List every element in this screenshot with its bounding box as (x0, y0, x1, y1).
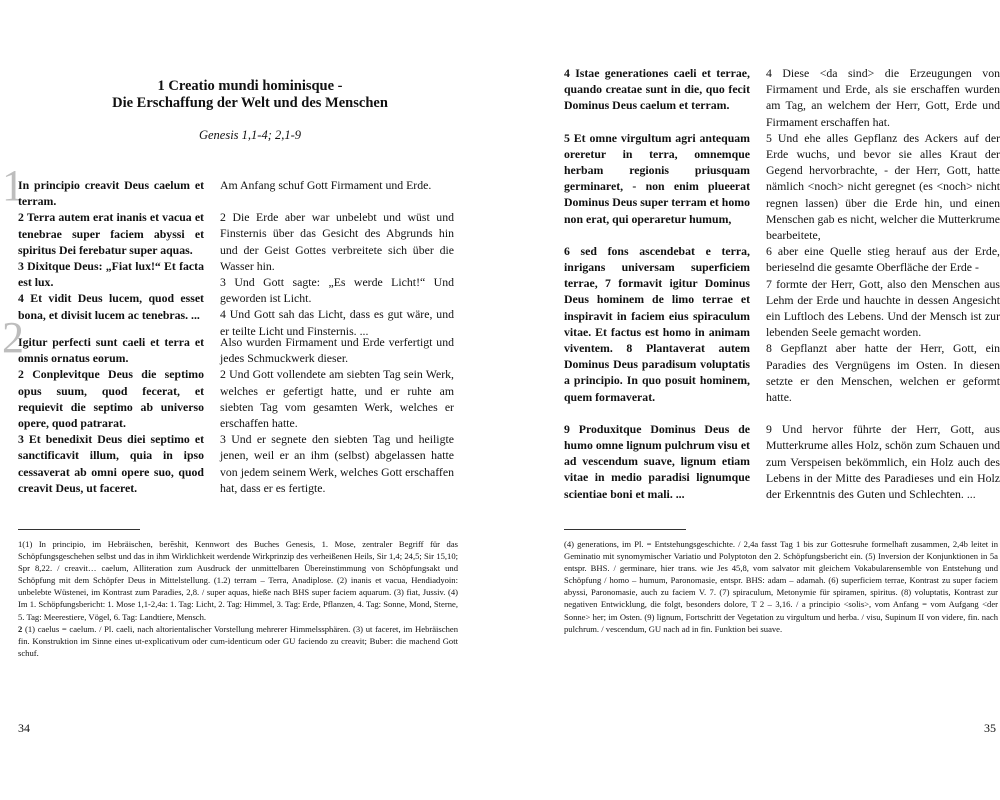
german-verse: 9 Und hervor führte der Herr, Gott, aus Mutterkrume alles Holz, schön zum Schauen und zum Verspeisen bekömmlich, ein Holz auch des Lebens in der Mitte des Paradieses und ein Holz der Erkenntnis des Guten und Schlechten. ... (766, 422, 1000, 502)
german-verse: 2 Die Erde aber war unbelebt und wüst und Finsternis über das Gesicht des Abgrunds hin und der Geist Gottes verbreitete sich über die Wasser hin. (220, 210, 454, 273)
latin-verse: 2 Conplevitque Deus die septimo opus suum, quod fecerat, et requievit die septimo ab universo opere, quod patrarat. (18, 367, 204, 431)
german-verse: 3 Und er segnete den siebten Tag und heiligte jenen, weil er an ihm (selbst) abgelassen hatte von jedem seinem Werk, welches Gott erschaffen hat, dass er es fertigte. (220, 432, 454, 495)
chapter-title (0, 78, 500, 112)
latin-text-block-1 (18, 177, 204, 323)
dropcap-section-1: 1 (2, 161, 24, 210)
german-text-block-2 (220, 334, 454, 496)
latin-verse: Igitur perfecti sunt caeli et terra et omnis ornatus eorum. (18, 335, 204, 366)
latin-text-block-2 (18, 334, 204, 496)
german-verse: 8 Gepflanzt aber hatte der Herr, Gott, ein Paradies des Vergnügens im Osten. In diesen setzte er den Menschen, welchen er geformt hatte. (766, 341, 1000, 405)
latin-verse: 6 sed fons ascendebat e terra, inrigans universam superficiem terrae, 7 formavit igitur Dominus Deus hominem de limo terrae et inspiravit in faciem eius spiraculum vitae. Et factus est homo in animam viventem. 8 Plantaverat autem Dominus Deus paradisum voluptatis a principio. In quo posuit hominem, quem formaverat. (564, 243, 750, 404)
bible-reference: Genesis 1,1-4; 2,1-9 (198, 128, 302, 142)
german-verse: 5 Und ehe alles Gepflanz des Ackers auf der Erde wuchs, und bevor sie alles Kraut der Gegend hervorbrachte, - der Herr, Gott, hatte nämlich <noch> nicht geregnet (es <noch> nicht regnen lassen) über die Erde hin, und einen Menschen gab es nicht, welcher die Mutterkrume bearbeitete, (766, 130, 1000, 243)
dropcap-section-2: 2 (2, 313, 24, 362)
footnote-2-text: (1) caelus = caelum. / Pl. caeli, nach altorientalischer Vorstellung mehrerer Himmelssphären. (3) ut faceret, im Hebräischen fin. Konstruktion im Sinne eines ut-explicativum oder cum-identicum oder GU faciendo zu creavit; Buber: die machend Gott schuf. (18, 623, 458, 658)
latin-verse: 3 Dixitque Deus: „Fiat lux!“ Et facta est lux. (18, 259, 204, 290)
title-german: Die Erschaffung der Welt und des Menschen (112, 95, 388, 111)
german-text-column (766, 65, 1000, 502)
page-number: 35 (984, 721, 996, 735)
title-latin: 1 Creatio mundi hominisque - (157, 78, 343, 94)
german-verse: 2 Und Gott vollendete am siebten Tag sein Werk, welches er gefertigt hatte, und er ruhte am siebten Tag vom gesamten Werk, welches er erschaffen hatte. (220, 367, 454, 431)
german-verse: 4 Und Gott sah das Licht, dass es gut wäre, und er teilte Licht und Finsternis. ... (220, 307, 454, 338)
latin-verse: 4 Istae generationes caeli et terrae, quando creatae sunt in die, quo fecit Dominus Deus caelum et terram. (564, 66, 750, 113)
german-verse: 7 formte der Herr, Gott, also den Menschen aus Lehm der Erde und hauchte in dessen Angesicht ein Luftloch des Lebens. Und der Mensch ist zur lebenden Seele gemacht worden. (766, 276, 1000, 340)
footnotes (564, 538, 998, 635)
footnote-text: (4) generations, im Pl. = Entstehungsgeschichte. / 2,4a fasst Tag 1 bis zur Gottesruhe formelhaft zusammen, 2,4b leitet in Geminatio mit synomymischer Variatio und Polyptoton den 2. Schöpfungsbericht ein. (5) Inversion der Konjunktionen in 5a entspr. BHS. / germinare, hier trans. wie Jes 45,8, vom salvator mit gleichem Vokabularensemble von Entstehung und Schöpfung / homo – humum, Paronomasie, entspr. BHS: adam – adamah. (6) superficiem terrae, Kontrast zu super faciem abyssi, Paronomasie, auch zu faciem V. 7. (7) spiraculum, Metonymie für spiramen, spiritus. (8) voluptatis, Kontrast zur negativen Entwicklung, die folgt, besonders dolore, T 2 – 3,16. / a principio <solis>, vom Anfang = vom Aufgang <der Sonne> her; im Osten. (9) lignum, Fortschritt der Vegetation zu virgultum und herba. / visu, Supinum II von videre, fin. nach pulchrum. / vescendum, GU nach ad in fin. Funktion bei suave. (564, 539, 998, 634)
german-verse: Am Anfang schuf Gott Firmament und Erde. (220, 178, 432, 192)
latin-verse: 5 Et omne virgultum agri antequam oreretur in terra, omnemque herbam regionis priusquam germinaret, - non enim plueerat Dominus Deus super terram et homo non erat, qui operaretur humum, (564, 130, 750, 226)
latin-text-column (564, 65, 750, 502)
german-verse: 3 Und Gott sagte: „Es werde Licht!“ Und geworden ist Licht. (220, 275, 454, 306)
latin-verse: 4 Et vidit Deus lucem, quod esset bona, et divisit lucem ac tenebras. ... (18, 291, 204, 322)
footnote-2 (18, 623, 458, 659)
footnotes (18, 538, 458, 659)
right-page (500, 0, 1000, 800)
footnote-divider (564, 529, 686, 530)
german-verse: 4 Diese <da sind> die Erzeugungen von Firmament und Erde, als sie erschaffen wurden am Tag, an welchem der Herr, Gott, Erde und Firmament erschaffen hat. (766, 66, 1000, 129)
footnote-divider (18, 529, 140, 530)
german-verse: 6 aber eine Quelle stieg herauf aus der Erde, berieselnd die gesamte Oberfläche der Erde - (766, 244, 1000, 275)
german-verse: Also wurden Firmament und Erde verfertigt und jedes Schmuckwerk dieser. (220, 335, 454, 366)
german-text-block-1 (220, 177, 454, 339)
latin-verse: 3 Et benedixit Deus diei septimo et sanctificavit illum, quia in ipso cessaverat ab omni opere suo, quod creavit Deus, ut faceret. (18, 432, 204, 495)
footnote-2-number: 2 (18, 623, 23, 634)
page-number: 34 (18, 721, 30, 735)
latin-verse: 2 Terra autem erat inanis et vacua et tenebrae super faciem abyssi et spiritus Dei ferebatur super aquas. (18, 210, 204, 257)
latin-verse: 9 Produxitque Dominus Deus de humo omne lignum pulchrum visu et ad vescendum suave, lignum etiam vitae in medio paradisi lignumque scientiae boni et mali. ... (564, 421, 750, 501)
latin-verse: In principio creavit Deus caelum et terram. (18, 178, 204, 209)
footnote-1: 1(1) In principio, im Hebräischen, berēshit, Kennwort des Buches Genesis, 1. Mose, zentraler Begriff für das Schöpfungsgeschehen selbst und das in ihm Wirklichkeit werdende Wirkprinzip des verheißenen Heils, Sir 1,4; 24,5; Sir 15,10; Spr 8,22. / creavit… caelum, Alliteration zum Ausdruck der unmittelbaren Übereinstimmung von Schöpfungsakt und Schöpfung mit dem Schöpfer Deus in Mittelstellung. (1.2) terram – Terra, Anadiplose. (2) inanis et vacua, Hendiadyoin: unbelebte Wüstenei, im Kontrast zum Paradies, 2,8. / super aquas, hieße nach BHS super faciem aquarum. (3) fiat, Jussiv. (4) Im 1. Schöpfungsbericht: 1. Mose 1,1-2,4a: 1. Tag: Licht, 2. Tag: Himmel, 3. Tag: Erde, Pflanzen, 4. Tag: Sonne, Mond, Sterne, 5. Tag: Meerestiere, Vögel, 6. Tag: Landtiere, Mensch. (18, 539, 458, 622)
